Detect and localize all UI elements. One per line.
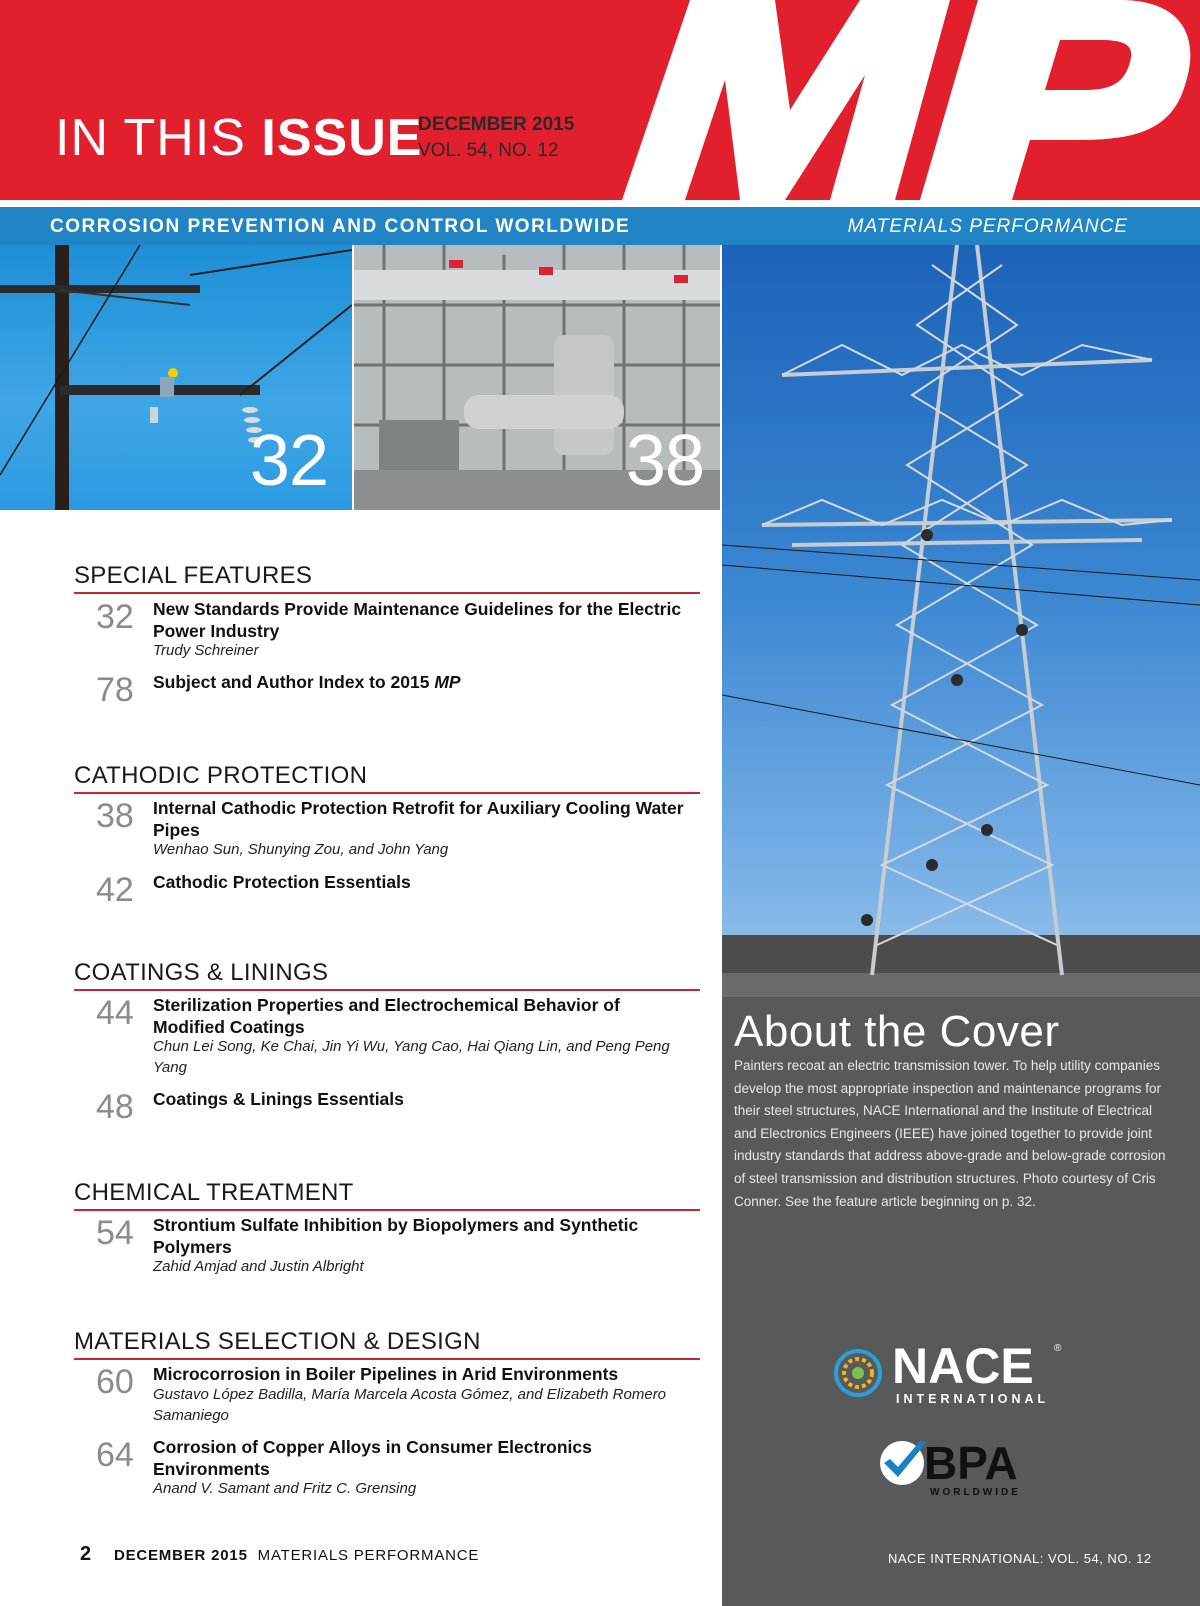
section-materials-selection-design [74,1328,700,1360]
article-author: Anand V. Samant and Fritz C. Grensing [153,1480,417,1497]
mp-logo [560,0,1200,200]
article-title[interactable]: Corrosion of Copper Alloys in Consumer Electronics Environments [153,1437,592,1479]
article-title[interactable]: Strontium Sulfate Inhibition by Biopolymers and Synthetic Polymers [153,1215,639,1257]
nace-name: NACE [892,1338,1034,1394]
nace-logo [826,1337,1066,1407]
tagline-bar [0,207,1200,245]
about-cover-panel [722,997,1200,1606]
page-number: 64 [96,1436,134,1474]
page-number: 44 [96,994,134,1032]
page-title [55,108,422,168]
page-title-bold: ISSUE [261,109,423,167]
article-title[interactable] [153,671,693,693]
page-title-light: IN THIS [55,109,246,167]
page-number: 78 [96,671,134,709]
article-title[interactable]: New Standards Provide Maintenance Guidelines for the Electric Power Industry [153,599,682,641]
section-title: MATERIALS SELECTION & DESIGN [74,1328,700,1360]
svg-text:®: ® [1054,1343,1062,1354]
article-author: Zahid Amjad and Justin Albright [153,1258,364,1275]
article-author: Trudy Schreiner [153,642,259,659]
bpa-logo [872,1433,1032,1501]
footer-page-number: 2 [80,1543,92,1565]
issue-volume: VOL. 54, NO. 12 [418,140,559,161]
nace-globe-icon [836,1351,880,1395]
footer-left [80,1543,479,1566]
footer-right [888,1551,1152,1566]
mp-logo-text: MP [560,0,562,1]
article-author: Wenhao Sun, Shunying Zou, and John Yang [153,841,449,858]
bpa-sub: WORLDWIDE [930,1487,1021,1498]
section-coatings-linings [74,959,700,991]
article-title-text: Subject and Author Index to 2015 [153,672,430,692]
article-title[interactable]: Coatings & Linings Essentials [153,1089,404,1109]
page-number: 32 [96,598,134,636]
page-number: 42 [96,871,134,909]
about-cover-text: Painters recoat an electric transmission tower. To help utility companies develop the most appropriate inspection and maintenance programs for their steel structures, NACE International and the Institute of Electrical and Electronics Engineers (IEEE) have joined together to provide joint industry standards that address above-grade and below-grade corrosion of steel transmission and distribution structures. Photo courtesy of Cris Conner. See the feature article beginning on p. 32. [734,1058,1166,1209]
section-title: CATHODIC PROTECTION [74,762,700,794]
footer-date: DECEMBER 2015 [113,1547,248,1564]
bpa-check-icon [880,1441,926,1485]
publication-name: MATERIALS PERFORMANCE [847,216,1128,237]
section-chemical-treatment [74,1179,700,1211]
cover-photo [722,245,1200,997]
about-cover-heading: About the Cover [734,1007,1060,1056]
article-title[interactable]: Microcorrosion in Boiler Pipelines in Arid Environments [153,1364,619,1384]
footer-org: NACE INTERNATIONAL: [888,1551,1044,1566]
thumbnail-page-number: 32 [249,421,328,501]
nace-sub: INTERNATIONAL [896,1392,1050,1406]
footer-volume: VOL. 54, NO. 12 [1048,1551,1152,1566]
page-number: 60 [96,1363,134,1401]
article-title[interactable]: Sterilization Properties and Electrochemical Behavior of Modified Coatings [153,995,620,1037]
thumbnail-page-38[interactable] [354,245,720,510]
bpa-name: BPA [924,1437,1018,1489]
article-title-italic: MP [434,672,461,692]
transmission-tower-icon [722,245,1200,997]
page-number: 54 [96,1214,134,1252]
page-number: 38 [96,797,134,835]
issue-date: DECEMBER 2015 [418,114,575,135]
page-number: 48 [96,1088,134,1126]
section-title: SPECIAL FEATURES [74,562,700,594]
section-title: COATINGS & LININGS [74,959,700,991]
article-title[interactable]: Cathodic Protection Essentials [153,872,411,892]
masthead [0,0,1200,200]
section-title: CHEMICAL TREATMENT [74,1179,700,1211]
thumbnail-page-32[interactable] [0,245,352,510]
article-title[interactable]: Internal Cathodic Protection Retrofit for Auxiliary Cooling Water Pipes [153,798,684,840]
thumbnail-page-number: 38 [625,421,704,501]
tagline: CORROSION PREVENTION AND CONTROL WORLDWIDE [50,216,631,237]
article-author: Chun Lei Song, Ke Chai, Jin Yi Wu, Yang Cao, Hai Qiang Lin, and Peng Peng Yang [153,1038,670,1076]
footer-publication: MATERIALS PERFORMANCE [257,1547,480,1564]
article-author: Gustavo López Badilla, María Marcela Acosta Gómez, and Elizabeth Romero Samaniego [153,1386,667,1424]
section-special-features [74,562,700,594]
section-cathodic-protection [74,762,700,794]
